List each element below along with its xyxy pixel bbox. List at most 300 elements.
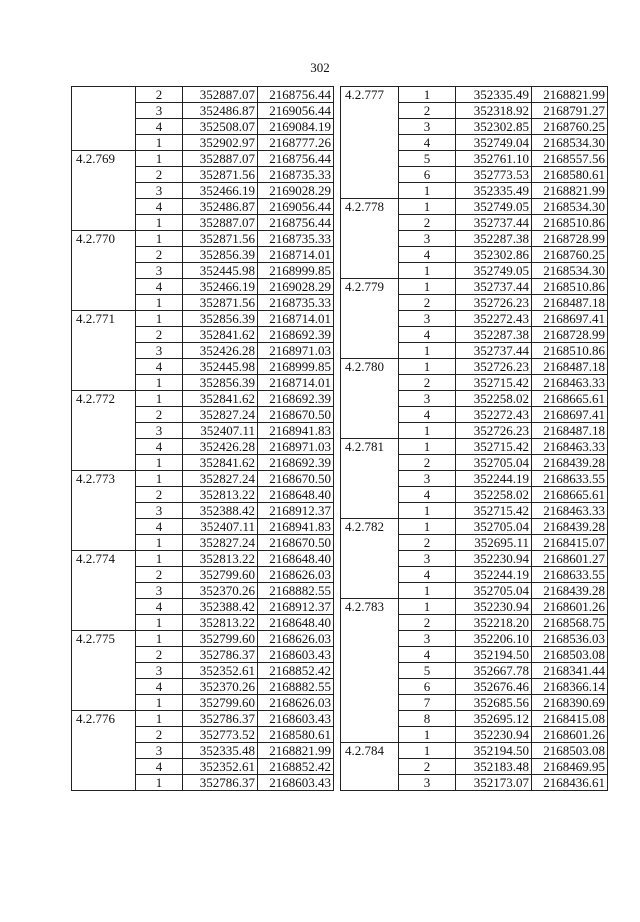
x-coordinate-cell: 352335.49: [456, 183, 532, 199]
parcel-id-cell: 4.2.773: [72, 471, 136, 551]
y-coordinate-cell: 2168692.39: [258, 327, 334, 343]
y-coordinate-cell: 2168692.39: [258, 455, 334, 471]
point-index-cell: 2: [136, 487, 183, 503]
table-row: [341, 279, 608, 295]
point-index-cell: 2: [399, 103, 456, 119]
y-coordinate-cell: 2168821.99: [532, 87, 608, 103]
y-coordinate-cell: 2168941.83: [258, 519, 334, 535]
table-row: [72, 231, 334, 247]
point-index-cell: 8: [399, 711, 456, 727]
point-index-cell: 1: [399, 279, 456, 295]
point-index-cell: 4: [399, 647, 456, 663]
y-coordinate-cell: 2168487.18: [532, 359, 608, 375]
x-coordinate-cell: 352388.42: [183, 503, 258, 519]
x-coordinate-cell: 352715.42: [456, 503, 532, 519]
point-index-cell: 1: [399, 263, 456, 279]
parcel-id-cell: 4.2.771: [72, 311, 136, 391]
point-index-cell: 4: [136, 439, 183, 455]
x-coordinate-cell: 352318.92: [456, 103, 532, 119]
point-index-cell: 7: [399, 695, 456, 711]
table-row: [341, 439, 608, 455]
point-index-cell: 4: [136, 759, 183, 775]
point-index-cell: 2: [136, 647, 183, 663]
y-coordinate-cell: 2168852.42: [258, 759, 334, 775]
x-coordinate-cell: 352206.10: [456, 631, 532, 647]
x-coordinate-cell: 352871.56: [183, 231, 258, 247]
point-index-cell: 1: [136, 215, 183, 231]
point-index-cell: 1: [136, 151, 183, 167]
point-index-cell: 4: [399, 247, 456, 263]
point-index-cell: 1: [136, 391, 183, 407]
x-coordinate-cell: 352773.52: [183, 727, 258, 743]
y-coordinate-cell: 2168601.26: [532, 599, 608, 615]
y-coordinate-cell: 2168603.43: [258, 775, 334, 791]
point-index-cell: 1: [136, 631, 183, 647]
x-coordinate-cell: 352667.78: [456, 663, 532, 679]
x-coordinate-cell: 352426.28: [183, 439, 258, 455]
y-coordinate-cell: 2168580.61: [532, 167, 608, 183]
point-index-cell: 1: [136, 311, 183, 327]
y-coordinate-cell: 2168999.85: [258, 359, 334, 375]
x-coordinate-cell: 352902.97: [183, 135, 258, 151]
x-coordinate-cell: 352813.22: [183, 615, 258, 631]
point-index-cell: 2: [136, 87, 183, 103]
x-coordinate-cell: 352486.87: [183, 103, 258, 119]
x-coordinate-cell: 352737.44: [456, 215, 532, 231]
point-index-cell: 4: [136, 519, 183, 535]
table-row: [341, 87, 608, 103]
parcel-id-cell: 4.2.777: [341, 87, 399, 199]
x-coordinate-cell: 352695.12: [456, 711, 532, 727]
parcel-id-cell: 4.2.784: [341, 743, 399, 791]
y-coordinate-cell: 2169056.44: [258, 103, 334, 119]
point-index-cell: 3: [136, 423, 183, 439]
point-index-cell: 1: [136, 535, 183, 551]
point-index-cell: 3: [399, 391, 456, 407]
point-index-cell: 1: [399, 583, 456, 599]
left-coordinates-table: [71, 86, 334, 791]
parcel-id-cell: 4.2.779: [341, 279, 399, 359]
y-coordinate-cell: 2168882.55: [258, 583, 334, 599]
point-index-cell: 4: [136, 679, 183, 695]
x-coordinate-cell: 352887.07: [183, 87, 258, 103]
x-coordinate-cell: 352194.50: [456, 743, 532, 759]
x-coordinate-cell: 352749.05: [456, 263, 532, 279]
y-coordinate-cell: 2168601.27: [532, 551, 608, 567]
point-index-cell: 1: [399, 519, 456, 535]
y-coordinate-cell: 2168670.50: [258, 471, 334, 487]
page-number: 302: [310, 60, 330, 75]
x-coordinate-cell: 352749.05: [456, 199, 532, 215]
y-coordinate-cell: 2168714.01: [258, 311, 334, 327]
point-index-cell: 3: [136, 503, 183, 519]
point-index-cell: 1: [136, 551, 183, 567]
point-index-cell: 3: [136, 343, 183, 359]
point-index-cell: 1: [136, 711, 183, 727]
y-coordinate-cell: 2168510.86: [532, 279, 608, 295]
point-index-cell: 1: [136, 471, 183, 487]
point-index-cell: 3: [136, 263, 183, 279]
point-index-cell: 4: [136, 199, 183, 215]
y-coordinate-cell: 2168756.44: [258, 215, 334, 231]
table-row: [72, 711, 334, 727]
x-coordinate-cell: 352302.86: [456, 247, 532, 263]
y-coordinate-cell: 2168580.61: [258, 727, 334, 743]
point-index-cell: 5: [399, 151, 456, 167]
x-coordinate-cell: 352407.11: [183, 423, 258, 439]
x-coordinate-cell: 352272.43: [456, 407, 532, 423]
point-index-cell: 4: [136, 119, 183, 135]
table-row: [341, 599, 608, 615]
x-coordinate-cell: 352813.22: [183, 551, 258, 567]
x-coordinate-cell: 352856.39: [183, 247, 258, 263]
y-coordinate-cell: 2168941.83: [258, 423, 334, 439]
point-index-cell: 1: [136, 231, 183, 247]
point-index-cell: 2: [399, 375, 456, 391]
x-coordinate-cell: 352173.07: [456, 775, 532, 791]
x-coordinate-cell: 352799.60: [183, 695, 258, 711]
y-coordinate-cell: 2168665.61: [532, 391, 608, 407]
x-coordinate-cell: 352856.39: [183, 375, 258, 391]
y-coordinate-cell: 2168534.30: [532, 199, 608, 215]
x-coordinate-cell: 352370.26: [183, 583, 258, 599]
parcel-id-cell: 4.2.770: [72, 231, 136, 311]
point-index-cell: 1: [399, 743, 456, 759]
point-index-cell: 4: [136, 279, 183, 295]
table-row: [72, 87, 334, 103]
x-coordinate-cell: 352287.38: [456, 231, 532, 247]
y-coordinate-cell: 2168626.03: [258, 695, 334, 711]
point-index-cell: 1: [399, 599, 456, 615]
point-index-cell: 2: [136, 167, 183, 183]
x-coordinate-cell: 352676.46: [456, 679, 532, 695]
x-coordinate-cell: 352486.87: [183, 199, 258, 215]
table-row: [341, 199, 608, 215]
point-index-cell: 2: [136, 727, 183, 743]
y-coordinate-cell: 2169028.29: [258, 279, 334, 295]
x-coordinate-cell: 352773.53: [456, 167, 532, 183]
point-index-cell: 4: [399, 567, 456, 583]
point-index-cell: 6: [399, 167, 456, 183]
y-coordinate-cell: 2168735.33: [258, 231, 334, 247]
x-coordinate-cell: 352827.24: [183, 407, 258, 423]
x-coordinate-cell: 352715.42: [456, 375, 532, 391]
y-coordinate-cell: 2168626.03: [258, 567, 334, 583]
point-index-cell: 1: [399, 183, 456, 199]
y-coordinate-cell: 2168390.69: [532, 695, 608, 711]
point-index-cell: 2: [136, 247, 183, 263]
point-index-cell: 2: [136, 327, 183, 343]
y-coordinate-cell: 2168912.37: [258, 599, 334, 615]
x-coordinate-cell: 352695.11: [456, 535, 532, 551]
point-index-cell: 2: [136, 407, 183, 423]
x-coordinate-cell: 352426.28: [183, 343, 258, 359]
x-coordinate-cell: 352887.07: [183, 151, 258, 167]
y-coordinate-cell: 2169056.44: [258, 199, 334, 215]
y-coordinate-cell: 2168633.55: [532, 567, 608, 583]
x-coordinate-cell: 352786.37: [183, 711, 258, 727]
y-coordinate-cell: 2168534.30: [532, 135, 608, 151]
x-coordinate-cell: 352335.48: [183, 743, 258, 759]
x-coordinate-cell: 352183.48: [456, 759, 532, 775]
x-coordinate-cell: 352841.62: [183, 455, 258, 471]
y-coordinate-cell: 2168503.08: [532, 743, 608, 759]
table-row: [72, 151, 334, 167]
point-index-cell: 1: [136, 295, 183, 311]
x-coordinate-cell: 352827.24: [183, 535, 258, 551]
x-coordinate-cell: 352230.94: [456, 599, 532, 615]
point-index-cell: 1: [399, 727, 456, 743]
y-coordinate-cell: 2168463.33: [532, 503, 608, 519]
y-coordinate-cell: 2168692.39: [258, 391, 334, 407]
y-coordinate-cell: 2168777.26: [258, 135, 334, 151]
x-coordinate-cell: 352726.23: [456, 295, 532, 311]
point-index-cell: 1: [399, 503, 456, 519]
x-coordinate-cell: 352272.43: [456, 311, 532, 327]
y-coordinate-cell: 2168735.33: [258, 295, 334, 311]
x-coordinate-cell: 352352.61: [183, 663, 258, 679]
x-coordinate-cell: 352230.94: [456, 727, 532, 743]
point-index-cell: 5: [399, 663, 456, 679]
x-coordinate-cell: 352827.24: [183, 471, 258, 487]
point-index-cell: 3: [399, 775, 456, 791]
point-index-cell: 3: [399, 119, 456, 135]
x-coordinate-cell: 352685.56: [456, 695, 532, 711]
y-coordinate-cell: 2168341.44: [532, 663, 608, 679]
x-coordinate-cell: 352244.19: [456, 567, 532, 583]
x-coordinate-cell: 352871.56: [183, 295, 258, 311]
y-coordinate-cell: 2168557.56: [532, 151, 608, 167]
x-coordinate-cell: 352407.11: [183, 519, 258, 535]
y-coordinate-cell: 2168439.28: [532, 455, 608, 471]
y-coordinate-cell: 2168487.18: [532, 423, 608, 439]
point-index-cell: 4: [136, 599, 183, 615]
y-coordinate-cell: 2169084.19: [258, 119, 334, 135]
point-index-cell: 1: [136, 615, 183, 631]
x-coordinate-cell: 352715.42: [456, 439, 532, 455]
point-index-cell: 3: [399, 631, 456, 647]
point-index-cell: 6: [399, 679, 456, 695]
y-coordinate-cell: 2168648.40: [258, 615, 334, 631]
point-index-cell: 1: [399, 439, 456, 455]
y-coordinate-cell: 2168714.01: [258, 247, 334, 263]
point-index-cell: 3: [136, 583, 183, 599]
point-index-cell: 3: [399, 311, 456, 327]
y-coordinate-cell: 2168697.41: [532, 311, 608, 327]
x-coordinate-cell: 352218.20: [456, 615, 532, 631]
point-index-cell: 2: [399, 455, 456, 471]
x-coordinate-cell: 352841.62: [183, 391, 258, 407]
x-coordinate-cell: 352871.56: [183, 167, 258, 183]
point-index-cell: 3: [399, 471, 456, 487]
x-coordinate-cell: 352230.94: [456, 551, 532, 567]
parcel-id-cell: 4.2.774: [72, 551, 136, 631]
parcel-id-cell: 4.2.772: [72, 391, 136, 471]
y-coordinate-cell: 2168626.03: [258, 631, 334, 647]
y-coordinate-cell: 2168510.86: [532, 343, 608, 359]
y-coordinate-cell: 2168503.08: [532, 647, 608, 663]
point-index-cell: 1: [399, 359, 456, 375]
parcel-id-cell: [72, 87, 136, 151]
x-coordinate-cell: 352813.22: [183, 487, 258, 503]
y-coordinate-cell: 2168534.30: [532, 263, 608, 279]
x-coordinate-cell: 352786.37: [183, 647, 258, 663]
y-coordinate-cell: 2168415.08: [532, 711, 608, 727]
x-coordinate-cell: 352370.26: [183, 679, 258, 695]
x-coordinate-cell: 352302.85: [456, 119, 532, 135]
x-coordinate-cell: 352705.04: [456, 455, 532, 471]
point-index-cell: 2: [399, 615, 456, 631]
y-coordinate-cell: 2168821.99: [258, 743, 334, 759]
table-row: [341, 519, 608, 535]
y-coordinate-cell: 2168852.42: [258, 663, 334, 679]
y-coordinate-cell: 2168366.14: [532, 679, 608, 695]
point-index-cell: 4: [399, 407, 456, 423]
y-coordinate-cell: 2168436.61: [532, 775, 608, 791]
x-coordinate-cell: 352799.60: [183, 567, 258, 583]
parcel-id-cell: 4.2.782: [341, 519, 399, 599]
x-coordinate-cell: 352737.44: [456, 279, 532, 295]
y-coordinate-cell: 2168912.37: [258, 503, 334, 519]
y-coordinate-cell: 2168821.99: [532, 183, 608, 199]
y-coordinate-cell: 2168882.55: [258, 679, 334, 695]
parcel-id-cell: 4.2.783: [341, 599, 399, 743]
x-coordinate-cell: 352705.04: [456, 519, 532, 535]
x-coordinate-cell: 352244.19: [456, 471, 532, 487]
x-coordinate-cell: 352445.98: [183, 359, 258, 375]
point-index-cell: 3: [136, 743, 183, 759]
x-coordinate-cell: 352749.04: [456, 135, 532, 151]
point-index-cell: 1: [399, 199, 456, 215]
y-coordinate-cell: 2168487.18: [532, 295, 608, 311]
point-index-cell: 3: [136, 183, 183, 199]
y-coordinate-cell: 2168463.33: [532, 439, 608, 455]
parcel-id-cell: 4.2.778: [341, 199, 399, 279]
y-coordinate-cell: 2168633.55: [532, 471, 608, 487]
y-coordinate-cell: 2168536.03: [532, 631, 608, 647]
x-coordinate-cell: 352258.02: [456, 487, 532, 503]
y-coordinate-cell: 2168469.95: [532, 759, 608, 775]
y-coordinate-cell: 2168791.27: [532, 103, 608, 119]
point-index-cell: 1: [399, 87, 456, 103]
x-coordinate-cell: 352445.98: [183, 263, 258, 279]
x-coordinate-cell: 352258.02: [456, 391, 532, 407]
y-coordinate-cell: 2168756.44: [258, 87, 334, 103]
x-coordinate-cell: 352335.49: [456, 87, 532, 103]
x-coordinate-cell: 352194.50: [456, 647, 532, 663]
parcel-id-cell: 4.2.769: [72, 151, 136, 231]
point-index-cell: 2: [399, 535, 456, 551]
y-coordinate-cell: 2168439.28: [532, 519, 608, 535]
right-coordinates-table: [340, 86, 608, 791]
x-coordinate-cell: 352287.38: [456, 327, 532, 343]
y-coordinate-cell: 2168697.41: [532, 407, 608, 423]
point-index-cell: 4: [399, 327, 456, 343]
table-row: [72, 631, 334, 647]
x-coordinate-cell: 352726.23: [456, 359, 532, 375]
y-coordinate-cell: 2168735.33: [258, 167, 334, 183]
table-row: [72, 551, 334, 567]
y-coordinate-cell: 2168415.07: [532, 535, 608, 551]
x-coordinate-cell: 352799.60: [183, 631, 258, 647]
y-coordinate-cell: 2168510.86: [532, 215, 608, 231]
y-coordinate-cell: 2168568.75: [532, 615, 608, 631]
y-coordinate-cell: 2168728.99: [532, 327, 608, 343]
y-coordinate-cell: 2168999.85: [258, 263, 334, 279]
x-coordinate-cell: 352737.44: [456, 343, 532, 359]
x-coordinate-cell: 352466.19: [183, 279, 258, 295]
y-coordinate-cell: 2168665.61: [532, 487, 608, 503]
table-row: [72, 471, 334, 487]
x-coordinate-cell: 352841.62: [183, 327, 258, 343]
parcel-id-cell: 4.2.780: [341, 359, 399, 439]
point-index-cell: 1: [136, 775, 183, 791]
y-coordinate-cell: 2168463.33: [532, 375, 608, 391]
y-coordinate-cell: 2168714.01: [258, 375, 334, 391]
y-coordinate-cell: 2168601.26: [532, 727, 608, 743]
point-index-cell: 3: [399, 551, 456, 567]
y-coordinate-cell: 2169028.29: [258, 183, 334, 199]
parcel-id-cell: 4.2.775: [72, 631, 136, 711]
y-coordinate-cell: 2168439.28: [532, 583, 608, 599]
x-coordinate-cell: 352705.04: [456, 583, 532, 599]
y-coordinate-cell: 2168603.43: [258, 647, 334, 663]
x-coordinate-cell: 352466.19: [183, 183, 258, 199]
table-row: [341, 359, 608, 375]
point-index-cell: 4: [399, 135, 456, 151]
point-index-cell: 3: [136, 663, 183, 679]
point-index-cell: 1: [399, 343, 456, 359]
parcel-id-cell: 4.2.776: [72, 711, 136, 791]
table-row: [341, 743, 608, 759]
parcel-id-cell: 4.2.781: [341, 439, 399, 519]
point-index-cell: 4: [136, 359, 183, 375]
x-coordinate-cell: 352726.23: [456, 423, 532, 439]
point-index-cell: 2: [399, 295, 456, 311]
y-coordinate-cell: 2168648.40: [258, 487, 334, 503]
x-coordinate-cell: 352761.10: [456, 151, 532, 167]
y-coordinate-cell: 2168603.43: [258, 711, 334, 727]
point-index-cell: 1: [136, 455, 183, 471]
y-coordinate-cell: 2168971.03: [258, 439, 334, 455]
point-index-cell: 1: [136, 135, 183, 151]
point-index-cell: 1: [399, 423, 456, 439]
y-coordinate-cell: 2168670.50: [258, 407, 334, 423]
y-coordinate-cell: 2168756.44: [258, 151, 334, 167]
point-index-cell: 1: [136, 375, 183, 391]
table-row: [72, 391, 334, 407]
y-coordinate-cell: 2168648.40: [258, 551, 334, 567]
x-coordinate-cell: 352352.61: [183, 759, 258, 775]
y-coordinate-cell: 2168760.25: [532, 119, 608, 135]
y-coordinate-cell: 2168670.50: [258, 535, 334, 551]
y-coordinate-cell: 2168971.03: [258, 343, 334, 359]
x-coordinate-cell: 352388.42: [183, 599, 258, 615]
point-index-cell: 2: [399, 759, 456, 775]
point-index-cell: 2: [399, 215, 456, 231]
table-row: [72, 311, 334, 327]
point-index-cell: 4: [399, 487, 456, 503]
x-coordinate-cell: 352786.37: [183, 775, 258, 791]
point-index-cell: 3: [136, 103, 183, 119]
x-coordinate-cell: 352887.07: [183, 215, 258, 231]
y-coordinate-cell: 2168760.25: [532, 247, 608, 263]
point-index-cell: 2: [136, 567, 183, 583]
x-coordinate-cell: 352508.07: [183, 119, 258, 135]
y-coordinate-cell: 2168728.99: [532, 231, 608, 247]
x-coordinate-cell: 352856.39: [183, 311, 258, 327]
point-index-cell: 1: [136, 695, 183, 711]
